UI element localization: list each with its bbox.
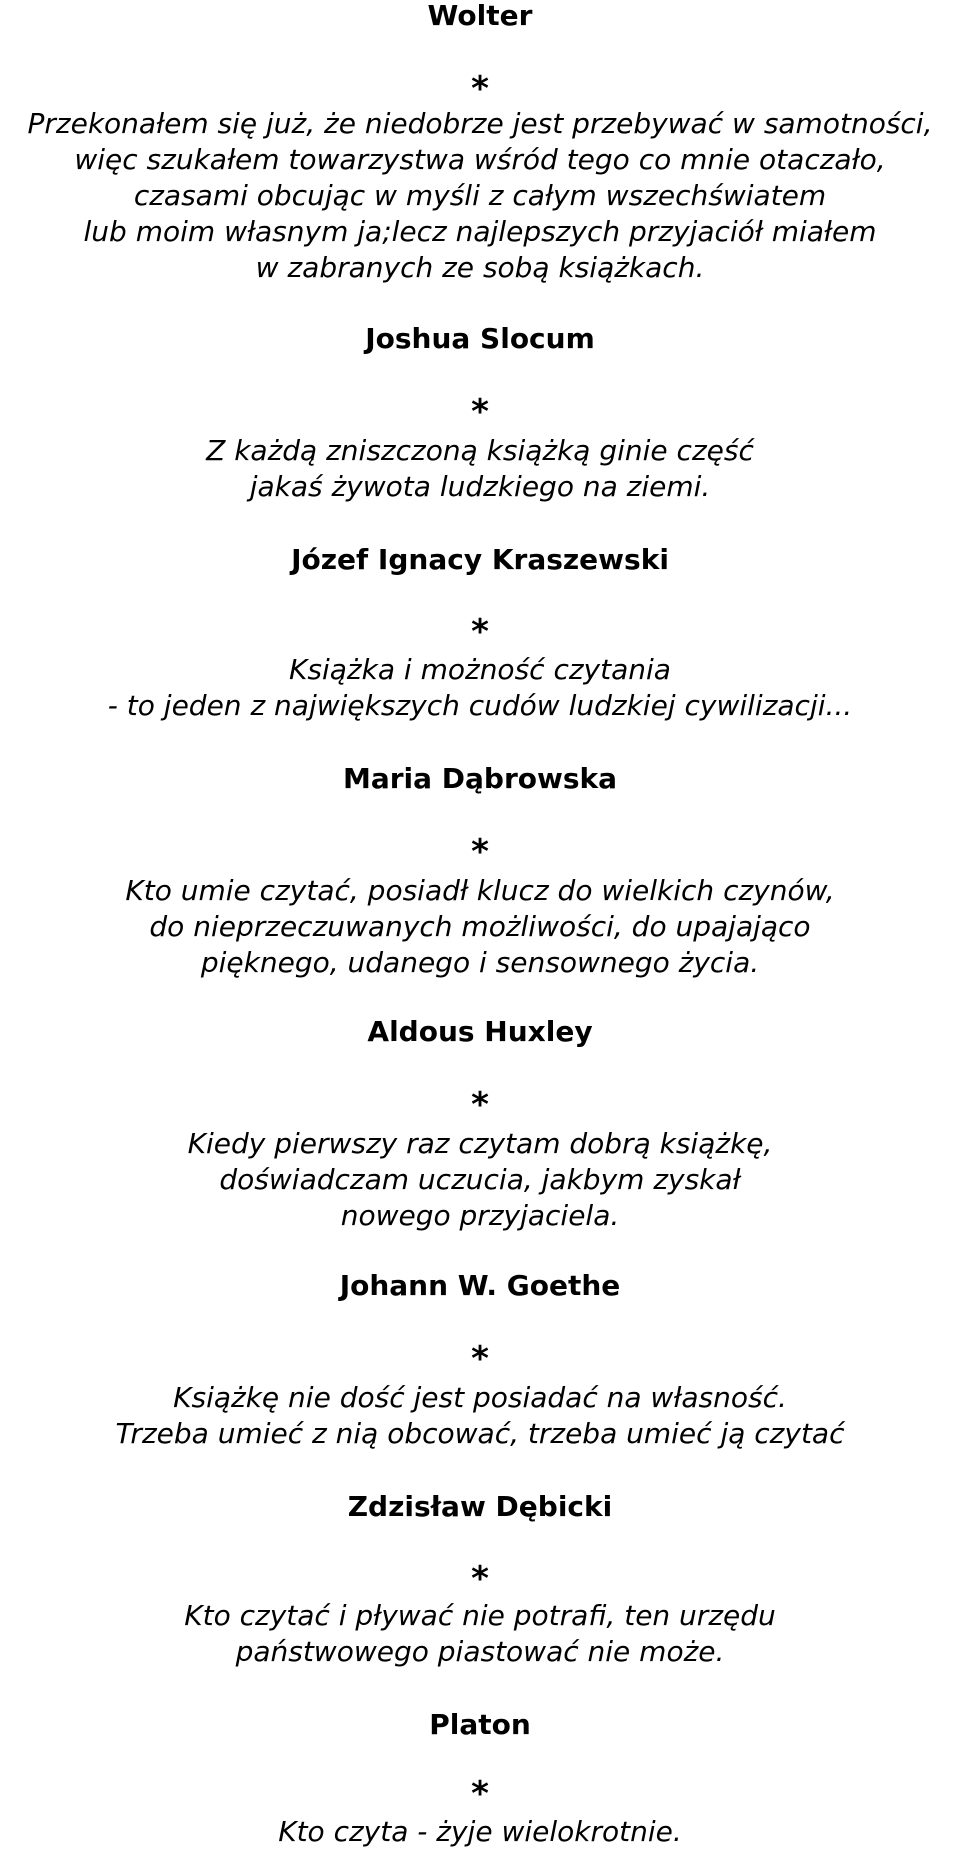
quote-line: Trzeba umieć z nią obcować, trzeba umieć ją czytać — [115, 1417, 845, 1450]
separator-asterisk: * — [471, 69, 489, 109]
quote-text — [0, 1598, 960, 1670]
separator-asterisk: * — [471, 1085, 489, 1125]
author-name: Platon — [429, 1708, 531, 1741]
author-name: Aldous Huxley — [367, 1015, 593, 1048]
quote-line: czasami obcując w myśli z całym wszechświatem — [133, 179, 827, 212]
quote-line: państwowego piastować nie może. — [235, 1635, 725, 1668]
quote-line: Kto czytać i pływać nie potrafi, ten urzędu — [184, 1599, 776, 1632]
quote-line: pięknego, udanego i sensownego życia. — [200, 946, 760, 979]
author-name: Maria Dąbrowska — [342, 762, 618, 795]
quote-text — [0, 433, 960, 505]
quote-line: w zabranych ze sobą książkach. — [255, 251, 705, 284]
quote-text — [0, 652, 960, 724]
quote-line: nowego przyjaciela. — [340, 1199, 620, 1232]
quote-line: doświadczam uczucia, jakbym zyskał — [219, 1163, 741, 1196]
quote-line: Przekonałem się już, że niedobrze jest przebywać w samotności, — [27, 107, 933, 140]
quote-text — [0, 106, 960, 286]
author-name: Zdzisław Dębicki — [347, 1490, 613, 1523]
quote-line: Z każdą zniszczoną książką ginie część — [206, 434, 754, 467]
quote-line: więc szukałem towarzystwa wśród tego co mnie otaczało, — [74, 143, 886, 176]
quote-line: Kiedy pierwszy raz czytam dobrą książkę, — [187, 1127, 773, 1160]
quote-line: Kto umie czytać, posiadł klucz do wielkich czynów, — [125, 874, 835, 907]
author-name: Józef Ignacy Kraszewski — [291, 543, 669, 576]
quote-text — [0, 1126, 960, 1234]
quote-line: - to jeden z największych cudów ludzkiej cywilizacji... — [107, 689, 853, 722]
quote-line: jakaś żywota ludzkiego na ziemi. — [249, 470, 711, 503]
author-name: Joshua Slocum — [365, 322, 595, 355]
quote-text — [0, 873, 960, 981]
quote-text — [0, 1380, 960, 1452]
quote-line: lub moim własnym ja;lecz najlepszych przyjaciół miałem — [83, 215, 877, 248]
quote-line: Książka i możność czytania — [289, 653, 671, 686]
quote-text — [0, 1814, 960, 1850]
separator-asterisk: * — [471, 1774, 489, 1814]
author-name: Johann W. Goethe — [339, 1269, 621, 1302]
separator-asterisk: * — [471, 832, 489, 872]
separator-asterisk: * — [471, 1559, 489, 1599]
quote-line: Książkę nie dość jest posiadać na własność. — [173, 1381, 787, 1414]
author-name: Wolter — [427, 0, 533, 32]
quote-line: Kto czyta - żyje wielokrotnie. — [278, 1815, 682, 1848]
separator-asterisk: * — [471, 392, 489, 432]
quote-line: do nieprzeczuwanych możliwości, do upajająco — [149, 910, 811, 943]
separator-asterisk: * — [471, 612, 489, 652]
separator-asterisk: * — [471, 1339, 489, 1379]
